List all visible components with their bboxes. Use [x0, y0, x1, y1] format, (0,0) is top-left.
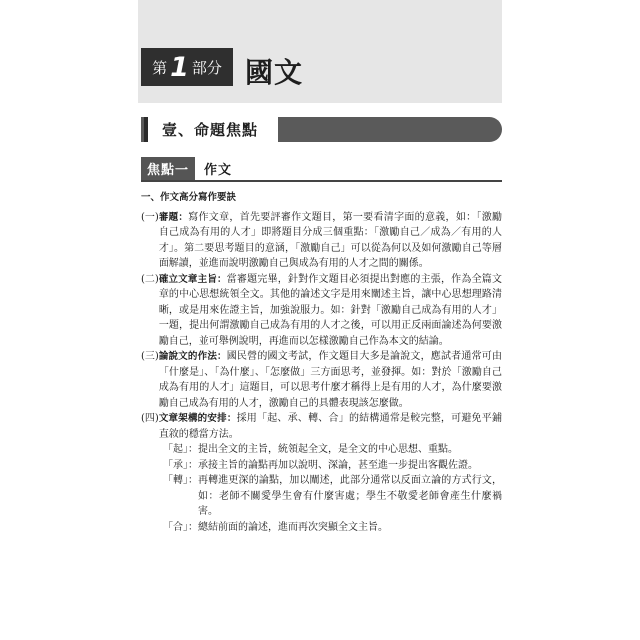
- item-heading: 文章架構的安排：: [158, 413, 237, 424]
- list-item: [141, 349, 502, 411]
- sub-item: [163, 520, 502, 536]
- item-number: (三): [141, 351, 159, 362]
- sub-item-text: 再轉進更深的論點，加以闡述，此部分通常以反面立論的方式行文，如：老師不關愛學生會有什麼害處；學生不敬愛老師會產生什麼禍害。: [198, 475, 502, 517]
- item-text: 國民營的國文考試，作文題目大多是論說文，應試者通常可由「什麼是」、「為什麼」、「怎麼做」三方面思考，並發揮。如：對於「激勵自己成為有用的人才」這題目，可以思考什麼才稱得上是有用的人才，為什麼要激勵自己成為有用的人才，激勵自己的具體表現該怎麼做。: [158, 351, 502, 409]
- book-page: [138, 0, 502, 640]
- item-text: 寫作文章，首先要評審作文題目，第一要看清字面的意義，如：「激勵自己成為有用的人才」即將題目分成三個重點：「激勵自己／成為／有用的人才」。第二要思考題目的意涵，「激勵自己」可以從為何以及如何激勵自己等層面解讀，並進而說明激勵自己與成為有用的人才之間的關係。: [158, 211, 502, 269]
- item-text: 採用「起、承、轉、合」的結構通常是較完整，可避免平鋪直敘的穩當方法。: [158, 413, 502, 440]
- focus-label: 焦點一: [141, 157, 195, 180]
- part-suffix: 部分: [191, 58, 222, 77]
- item-text: 當審題完畢，針對作文題目必須提出對應的主張，作為全篇文章的中心思想統領全文。其他的論述文字是用來闡述主旨，讓中心思想理路清晰，或是用來佐證主旨，加強說服力。如：針對「激勵自己成為有用的人才」一題，提出何謂激勵自己成為有用的人才之後，可以用正反兩面論述為何要激勵自己，並可舉例說明，再進而以怎樣激勵自己作為本文的結論。: [158, 273, 502, 347]
- sub-item-key: 「起」：: [163, 444, 198, 455]
- subheading: 一、作文高分寫作要訣: [141, 192, 237, 203]
- sub-item-text: 承接主旨的論點再加以說明、深論，甚至進一步提出客觀佐證。: [198, 459, 478, 471]
- sub-item: [163, 458, 502, 474]
- part-number-box: [141, 48, 233, 86]
- part-prefix: 第: [152, 58, 168, 77]
- item-number: (四): [141, 413, 159, 424]
- list-item: [141, 210, 502, 272]
- structure-sublist: [163, 442, 502, 535]
- sub-item: [163, 442, 502, 458]
- item-number: (二): [141, 273, 159, 285]
- sub-item-text: 提出全文的主旨，統領起全文，是全文的中心思想、重點。: [198, 444, 458, 455]
- focus-heading: [141, 157, 232, 180]
- sub-item: [163, 473, 502, 520]
- focus-title: 作文: [204, 163, 233, 178]
- section-title: 壹、命題焦點: [144, 117, 278, 142]
- sub-item-key: 「合」：: [163, 521, 198, 533]
- list-item: [141, 272, 502, 350]
- part-number: 1: [170, 51, 189, 83]
- item-heading: 審題：: [158, 211, 189, 223]
- item-heading: 確立文章主旨：: [158, 273, 227, 285]
- body-content: [141, 190, 502, 535]
- focus-divider: [141, 180, 502, 182]
- list-item: [141, 411, 502, 442]
- sub-item-text: 總結前面的論述，進而再次突顯全文主旨。: [198, 521, 388, 533]
- sub-item-key: 「轉」：: [163, 475, 198, 486]
- item-heading: 論說文的作法：: [158, 351, 227, 362]
- sub-item-key: 「承」：: [163, 459, 198, 471]
- item-number: (一): [141, 211, 159, 223]
- part-title: 國文: [245, 56, 304, 89]
- part-header: [138, 0, 502, 103]
